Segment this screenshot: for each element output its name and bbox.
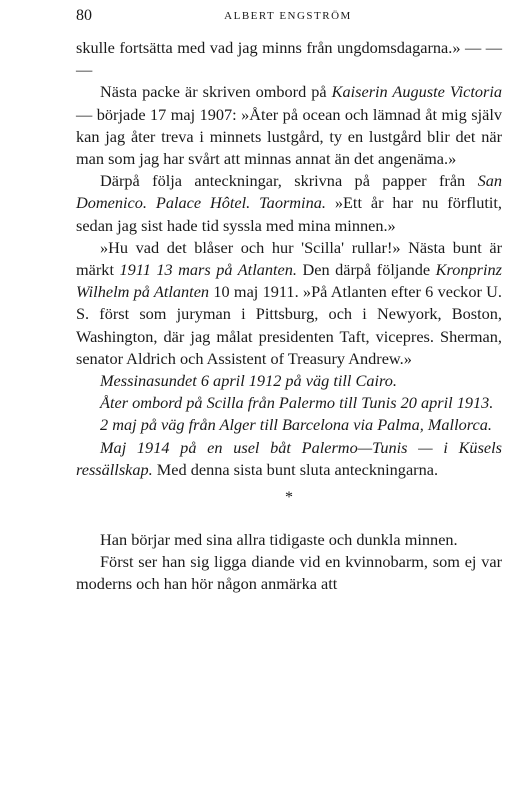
paragraph-1: skulle fortsätta med vad jag minns från ungdomsdagarna.» — — —	[76, 38, 502, 80]
paragraph-8-italic: Maj 1914 på en usel båt Palermo—Tunis — i Küsels ressällskap.	[76, 437, 502, 479]
paragraph-6	[76, 392, 502, 414]
paragraph-4-text-1: »Hu vad det blåser och hur 'Scilla' rullar!» Nästa bunt är märkt	[76, 237, 502, 280]
paragraph-3-text-1: Därpå följa anteckningar, skrivna på papper från	[100, 171, 478, 191]
paragraph-5	[76, 370, 502, 392]
section-divider: *	[285, 489, 293, 507]
paragraph-5-italic: Messinasundet 6 april 1912 på väg till Cairo.	[100, 371, 397, 391]
paragraph-4-ship-name: Kronprinz Wilhelm på Atlanten	[76, 260, 503, 302]
body-text	[76, 37, 502, 596]
paragraph-7	[76, 414, 502, 436]
paragraph-8-text: Med denna sista bunt sluta anteckningarna.	[152, 459, 439, 479]
paragraph-2-ship-name: Kaiserin Auguste Victoria	[331, 82, 502, 102]
paragraph-4	[76, 237, 502, 370]
paragraph-2	[76, 81, 502, 170]
page-header	[76, 7, 500, 27]
paragraph-8	[76, 437, 502, 481]
running-title: ALBERT ENGSTRÖM	[224, 10, 352, 22]
page-number: 80	[76, 7, 92, 24]
paragraph-2-text-2: — började 17 maj 1907: »Åter på ocean och lämnad åt mig själv kan jag åter treva i minnets lustgård, ty en lustgård blir det när man som jag har svårt att minnas annat än det angenäma.»	[76, 104, 502, 169]
paragraph-3-letterhead: San Domenico. Palace Hôtel. Taormina.	[76, 171, 502, 213]
paragraph-3	[76, 170, 502, 237]
paragraph-3-text-2: »Ett år har nu förflutit, sedan jag sist hade tid syssla med mina minnen.»	[76, 193, 502, 235]
paragraph-4-date-1: 1911 13 mars på Atlanten.	[119, 260, 297, 280]
paragraph-7-italic: 2 maj på väg från Alger till Barcelona via Palma, Mallorca.	[100, 415, 492, 435]
paragraph-4-text-3: 10 maj 1911. »På Atlanten efter 6 veckor U. S. först som juryman i Pittsburg, och i Newyork, Boston, Washington, där jag målat presidenten Taft, vicepres. Sherman, senator Aldrich och Assistent of Treasury Andrew.»	[76, 282, 502, 368]
paragraph-9: Han börjar med sina allra tidigaste och dunkla minnen.	[100, 530, 458, 550]
paragraph-10: Först ser han sig ligga diande vid en kvinnobarm, som ej var moderns och han hör någon anmärka att	[76, 552, 502, 594]
paragraph-6-italic: Åter ombord på Scilla från Palermo till Tunis 20 april 1913.	[100, 393, 494, 413]
paragraph-2-text-1: Nästa packe är skriven ombord på	[100, 82, 332, 102]
paragraph-4-text-2: Den därpå följande	[296, 260, 436, 280]
